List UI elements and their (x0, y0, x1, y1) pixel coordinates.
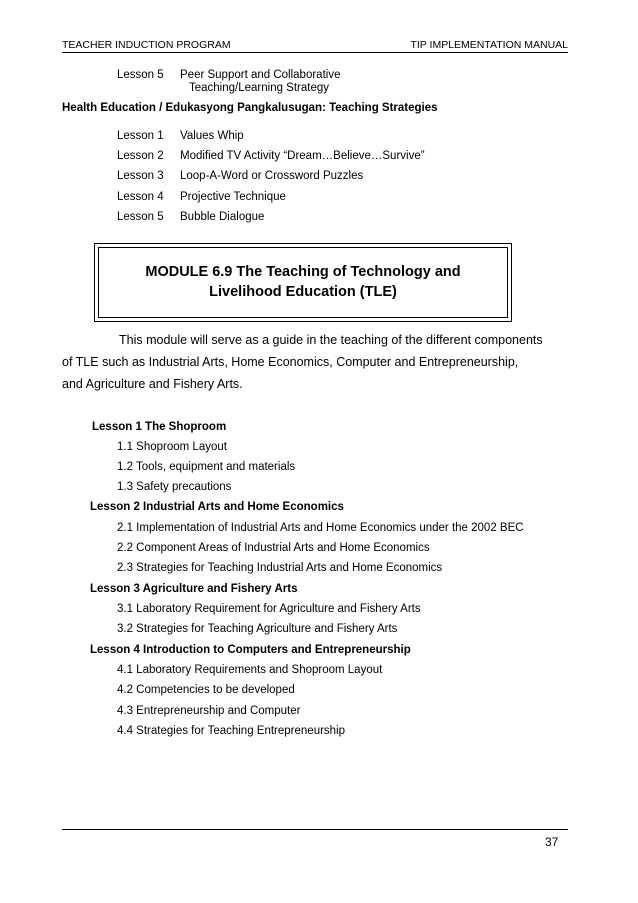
intro-paragraph (62, 329, 566, 395)
lesson-heading: Lesson 2 Industrial Arts and Home Economics (90, 501, 344, 513)
module-title-line1: MODULE 6.9 The Teaching of Technology and (145, 264, 461, 280)
topic-item: 3.2 Strategies for Teaching Agriculture and Fishery Arts (117, 623, 398, 635)
topic-item: 1.1 Shoproom Layout (117, 441, 227, 453)
topic-item: 2.2 Component Areas of Industrial Arts and Home Economics (117, 542, 430, 554)
running-header-right: TIP IMPLEMENTATION MANUAL (410, 39, 568, 51)
lesson-label: Lesson 5 (117, 211, 164, 223)
lesson-label: Lesson 1 (117, 130, 164, 142)
running-header-left: TEACHER INDUCTION PROGRAM (62, 39, 231, 51)
health-education-heading: Health Education / Edukasyong Pangkalusugan: Teaching Strategies (62, 102, 438, 114)
footer-rule (62, 829, 568, 830)
intro-line: and Agriculture and Fishery Arts. (62, 377, 243, 391)
header-rule (62, 52, 568, 53)
topic-item: 4.2 Competencies to be developed (117, 684, 295, 696)
topic-item: 2.3 Strategies for Teaching Industrial Arts and Home Economics (117, 562, 443, 574)
topic-item: 4.3 Entrepreneurship and Computer (117, 705, 301, 717)
topic-item: 1.3 Safety precautions (117, 481, 232, 493)
lesson-title: Bubble Dialogue (180, 211, 265, 223)
lesson-label: Lesson 2 (117, 150, 164, 162)
lesson-title: Projective Technique (180, 191, 286, 203)
lesson-heading: Lesson 3 Agriculture and Fishery Arts (90, 583, 298, 595)
lesson-title: Peer Support and Collaborative (180, 69, 341, 81)
intro-line: of TLE such as Industrial Arts, Home Economics, Computer and Entrepreneurship, (62, 355, 519, 369)
topic-item: 1.2 Tools, equipment and materials (117, 461, 296, 473)
lesson-heading: Lesson 1 The Shoproom (92, 421, 227, 433)
intro-line: This module will serve as a guide in the teaching of the different components (119, 333, 543, 347)
topic-item: 4.4 Strategies for Teaching Entrepreneurship (117, 725, 346, 737)
lesson-heading: Lesson 4 Introduction to Computers and Entrepreneurship (90, 644, 411, 656)
lesson-title: Loop-A-Word or Crossword Puzzles (180, 170, 364, 182)
module-title-line2: Livelihood Education (TLE) (209, 284, 397, 300)
lesson-label: Lesson 4 (117, 191, 164, 203)
lesson-title: Modified TV Activity “Dream…Believe…Survive” (180, 150, 425, 162)
lesson-title-continued: Teaching/Learning Strategy (189, 82, 330, 94)
page-number: 37 (545, 835, 559, 849)
lesson-title: Values Whip (180, 130, 244, 142)
lesson-label: Lesson 3 (117, 170, 164, 182)
topic-item: 2.1 Implementation of Industrial Arts and Home Economics under the 2002 BEC (117, 522, 524, 534)
module-title-box (98, 247, 508, 318)
topic-item: 4.1 Laboratory Requirements and Shoproom Layout (117, 664, 383, 676)
topic-item: 3.1 Laboratory Requirement for Agriculture and Fishery Arts (117, 603, 421, 615)
lesson-label: Lesson 5 (117, 69, 164, 81)
